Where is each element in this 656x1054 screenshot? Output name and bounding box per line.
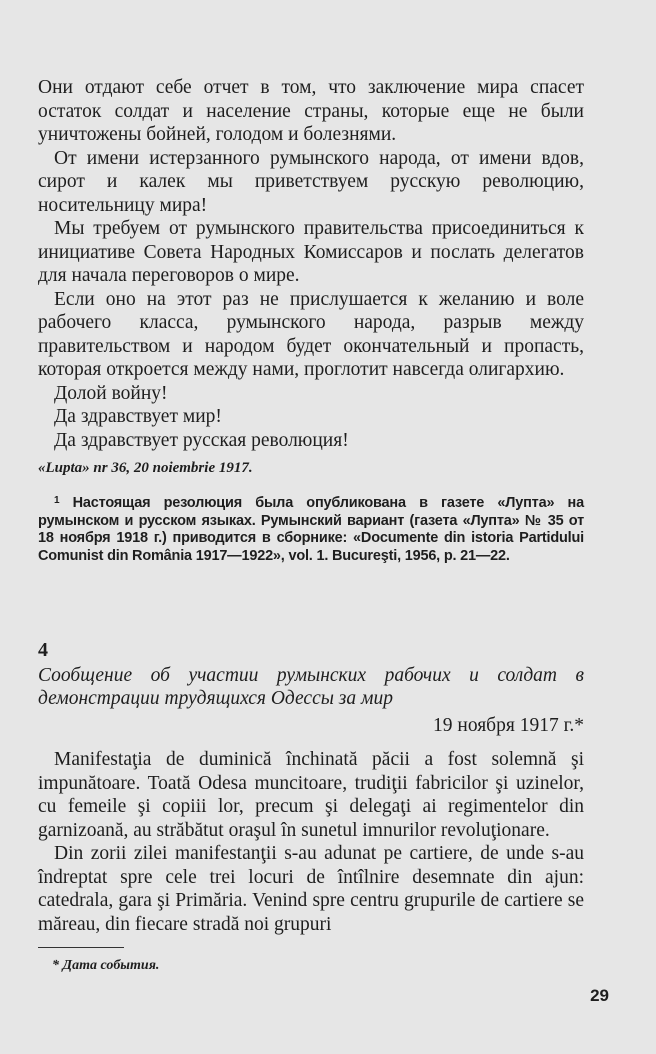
resolution-text [38, 76, 584, 565]
document-title: Сообщение об участии румынских рабочих и солдат в демонстрации трудящихся Одессы за мир [38, 665, 584, 709]
doc-paragraph-1: Manifestaţia de duminică închinată păcii a fost solemnă şi impunătoare. Toată Odesa muncitoare, trudiţii fabricilor şi uzinelor, cu femeile şi copiii lor, precum şi delegaţi ai regimentelor din garnizoană, au străbătut oraşul în sunetul imnurilor revoluţionare. [38, 749, 584, 841]
source-citation: «Lupta» nr 36, 20 noiembrie 1917. [38, 460, 253, 476]
footnote-1 [38, 492, 584, 565]
doc-paragraph-2: Din zorii zilei manifestanţii s-au adunat pe cartiere, de unde s-au îndreptat spre cele trei locuri de întîlnire desemnate din ajun: catedrala, gara şi Primăria. Venind spre centru grupurile de cartiere se măreau, din fiecare stradă noi grupuri [38, 843, 584, 935]
slogan-2: Да здравствует мир! [54, 406, 222, 427]
paragraph-4: Если оно на этот раз не прислушается к желанию и воле рабочего класса, румынского народа, разрыв между правительством и народом будет окончательный и пропасть, которая откроется между нами, проглотит навсегда олигархию. [38, 288, 584, 380]
slogan-1: Долой войну! [54, 382, 168, 404]
footnote-text: Настоящая резолюция была опубликована в газете «Лупта» на румынском и русском языках. Румынский вариант (газета «Лупта» № 35 от 18 ноября 1918 г.) приводится в сборнике: «Documente din istoria Partidului Comunist din România 1917—1922», vol. 1. Bucureşti, 1956, p. 21—22. [38, 495, 584, 564]
paragraph-3: Мы требуем от румынского правительства присоединиться к инициативе Совета Народных Комиссаров и послать делегатов для начала переговоров о мире. [38, 218, 584, 286]
document-number: 4 [38, 639, 48, 661]
footnote-marker: 1 [54, 495, 60, 506]
date-footnote: * Дата события. [52, 958, 160, 973]
document-date: 19 ноября 1917 г.* [433, 715, 584, 736]
slogan-3: Да здравствует русская революция! [54, 429, 349, 451]
page-number: 29 [590, 986, 609, 1005]
footnote-divider [38, 947, 124, 948]
paragraph-1: Они отдают себе отчет в том, что заключение мира спасет остаток солдат и население страны, которые еще не были уничтожены бойней, голодом и болезнями. [38, 77, 584, 145]
paragraph-2: От имени истерзанного румынского народа, от имени вдов, сирот и калек мы приветствуем русскую революцию, носительницу мира! [38, 147, 584, 216]
document-4 [38, 638, 584, 936]
